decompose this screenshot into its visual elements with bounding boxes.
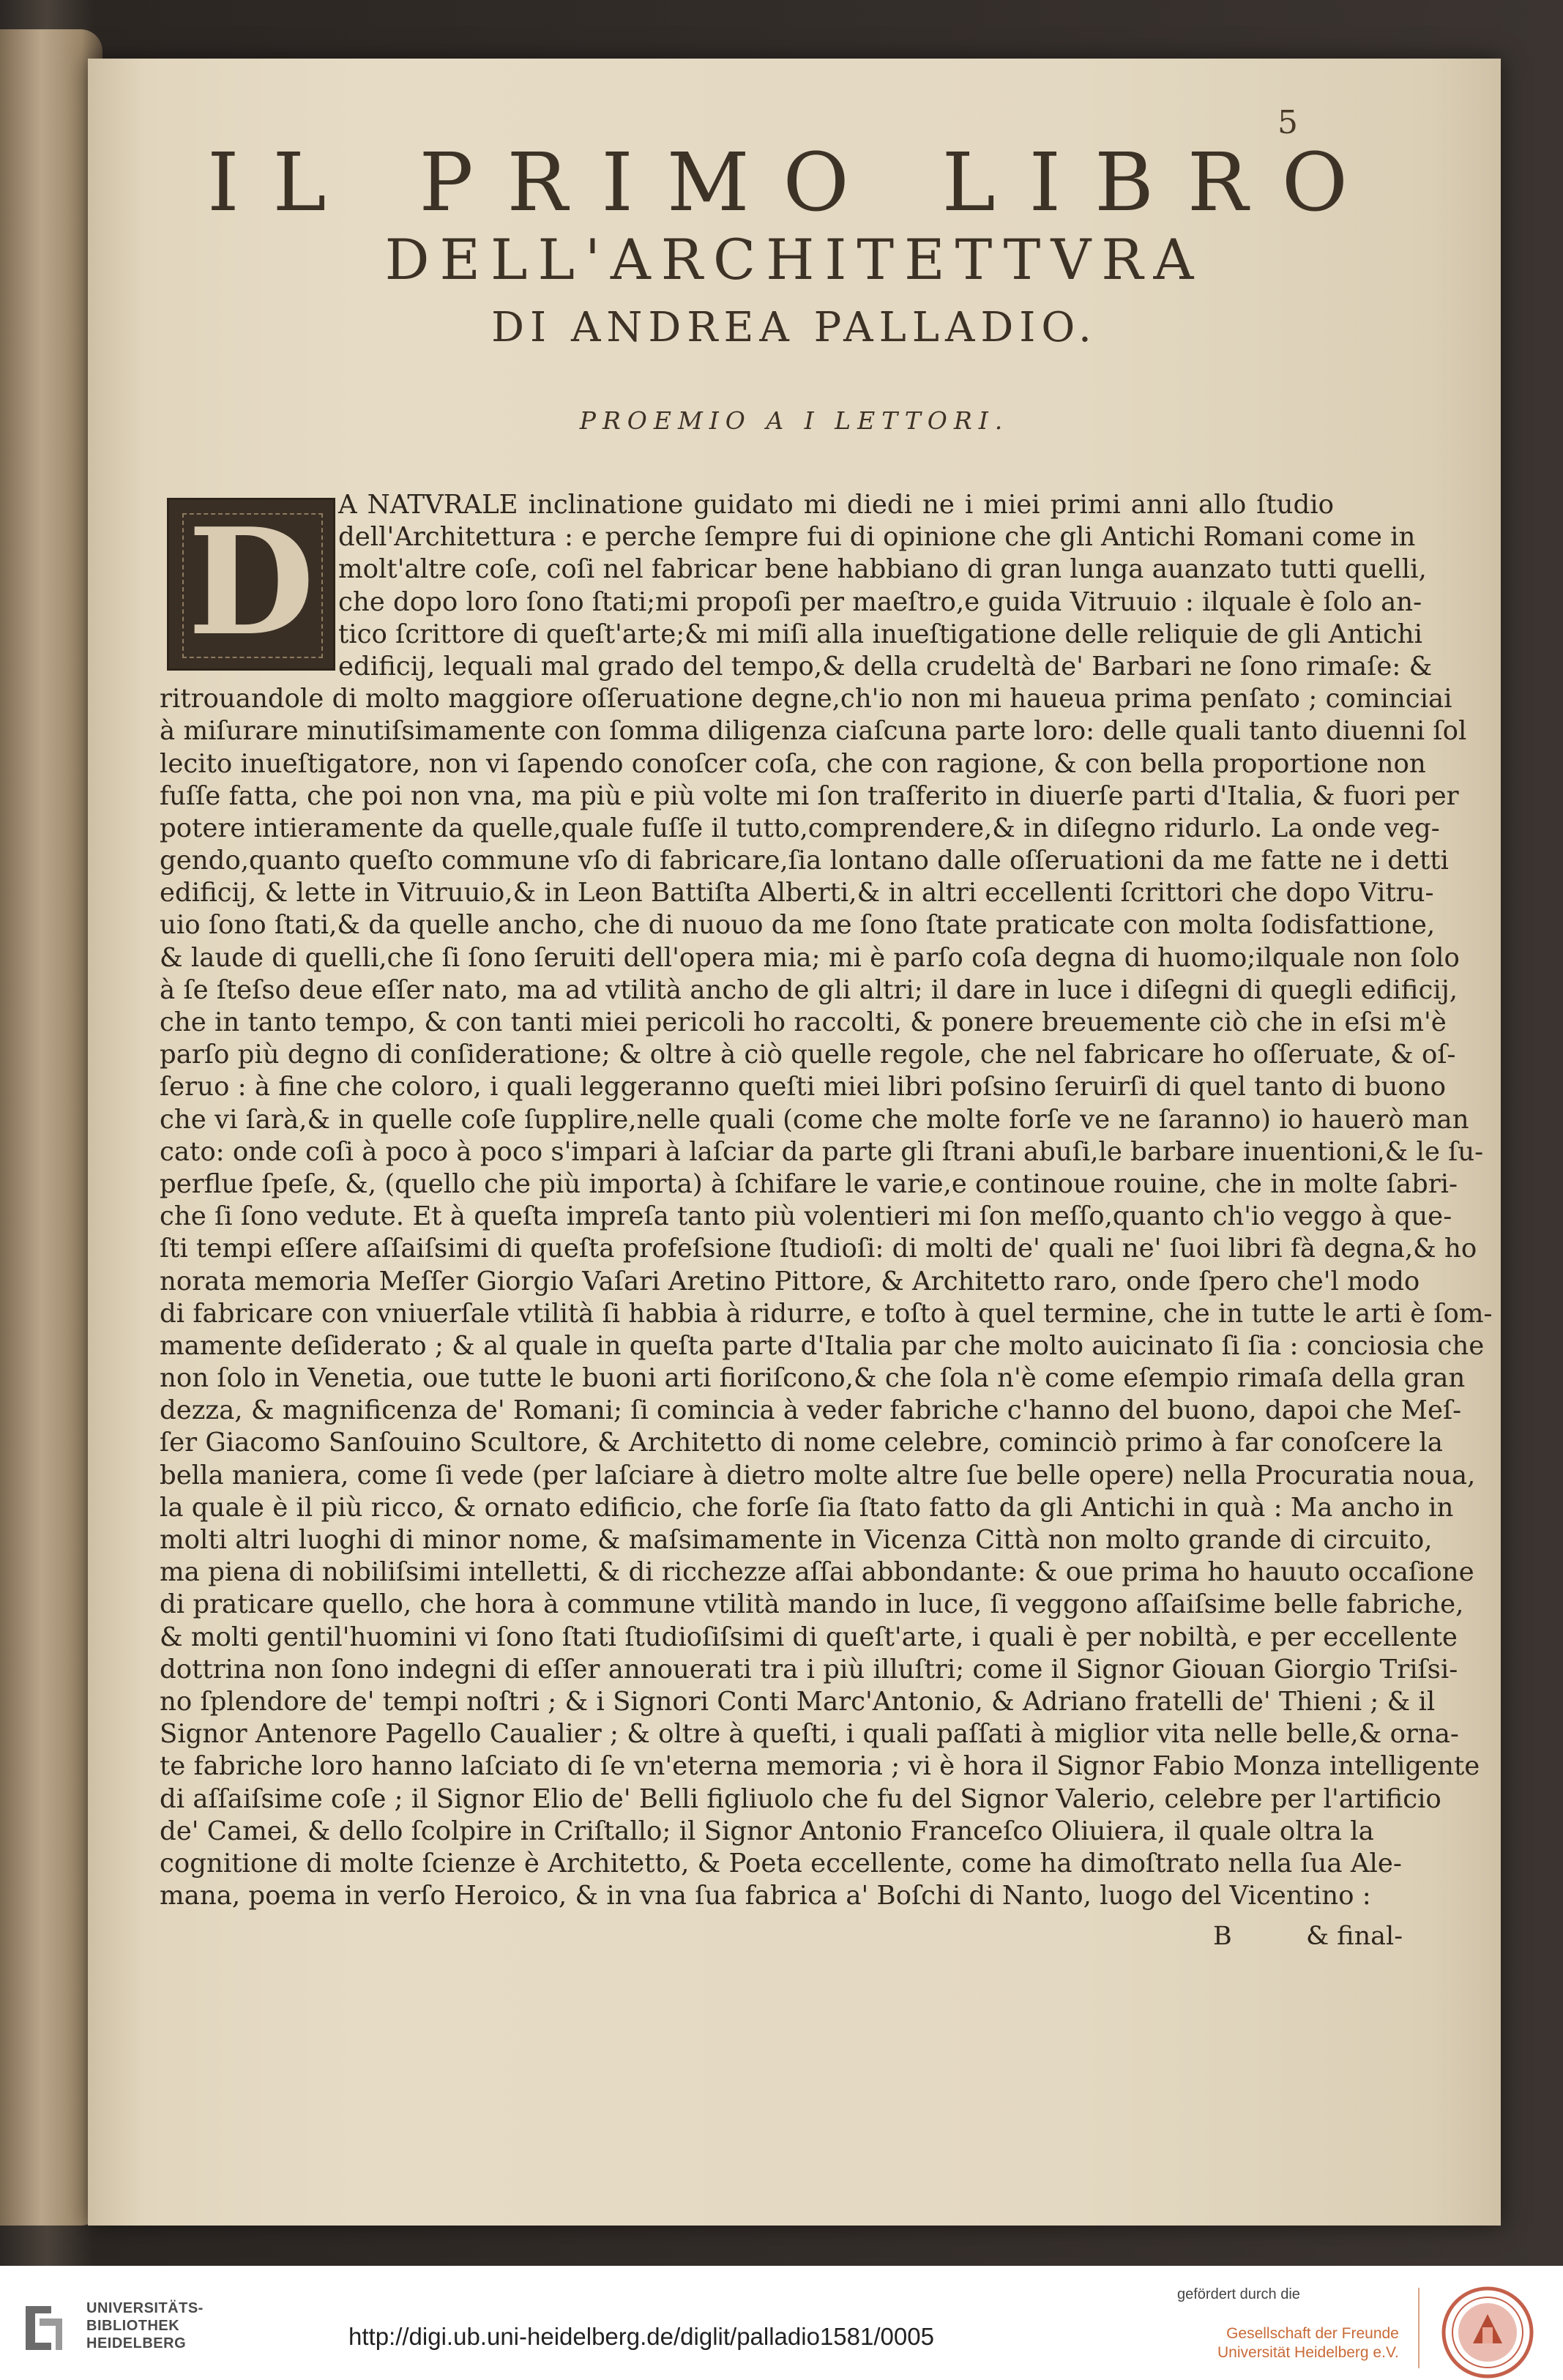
sponsor-name [1217,2324,1399,2362]
text-line: mana, poema in verſo Heroico, & in vna ſua fabrica a' Boſchi di Nanto, luogo del Vicentino : [160,1881,1371,1911]
university-logo-icon [22,2302,66,2354]
text-line: non ſolo in Venetia, oue tutte le buoni arti fioriſcono,& che ſola n'è come eſempio rimaſa della gran [160,1363,1466,1394]
text-line: de' Camei, & dello ſcolpire in Criſtallo; il Signor Antonio Franceſco Oliuiera, il quale oltra la [160,1816,1374,1846]
footer [0,2266,1563,2380]
text-line: edificij, & lette in Vitruuio,& in Leon Battiſta Alberti,& in altri eccellenti ſcrittori che dopo Vitru- [160,878,1434,909]
catchword: & final- [1306,1922,1403,1951]
page-mark: 5 [1277,104,1298,141]
text-line: edificij, lequali mal grado del tempo,& della crudeltà de' Barbari ne ſono rimaſe: & [338,651,1433,682]
body-text [160,489,1493,1912]
permalink-url[interactable]: http://digi.ub.uni-heidelberg.de/diglit/palladio1581/0005 [348,2323,934,2350]
text-line: Signor Antenore Pagello Caualier ; & oltre à queſti, i quali paſſati à miglior vita nelle belle,& orna- [160,1719,1459,1750]
text-line: potere intieramente da quelle,quale fuſſe il tutto,comprendere,& in diſegno ridurlo. La onde veg- [160,813,1440,843]
text-line: molt'altre coſe, coſi nel fabricar bene habbiano di gran lunga auanzato tutti quelli, [338,554,1427,585]
text-line: bella maniera, come ſi vede (per laſciare à dietro molte altre ſue belle opere) nella Procuratia noua, [160,1460,1476,1491]
sponsor-name-line: Universität Heidelberg e.V. [1217,2344,1399,2361]
text-line: à miſurare minutiſsimamente con ſomma diligenza ciaſcuna parte loro: delle quali tanto diuenni ſol [160,716,1467,747]
left-page-edge [0,29,102,2226]
text-line: A NATVRALE inclinatione guidato mi diedi ne i miei primi anni allo ſtudio [338,490,1334,520]
text-line: fuſſe fatta, che poi non vna, ma più e più volte mi ſon traſferito in diuerſe parti d'Italia, & fuori per [160,780,1459,811]
title-line-2: DELL'ARCHITETTVRA [384,227,1204,292]
text-line: lecito inueſtigatore, non vi ſapendo conoſcer coſa, che con ragione, & con bella proportione non [160,748,1426,779]
text-line: no ſplendore de' tempi noſtri ; & i Signori Conti Marc'Antonio, & Adriano fratelli de' Thieni ; & il [160,1686,1436,1717]
text-line: & molti gentil'huomini vi ſono ſtati ſtudioſiſsimi di queſt'arte, i quali è per nobiltà, e per eccellente [160,1622,1458,1652]
text-line: di fabricare con vniuerſale vtilità ſi habbia à ridurre, e toſto à quel termine, che in tutte le arti è ſom- [160,1298,1493,1329]
title-line-1: IL PRIMO LIBRO [207,135,1381,229]
sponsor-label: gefördert durch die [1177,2286,1300,2302]
text-line: che vi ſarà,& in quelle coſe ſupplire,nelle quali (come che molte forſe ve ne ſaranno) io hauerò man [160,1104,1469,1135]
text-line: cato: onde coſi à poco à poco s'impari à laſciar da parte gli ſtrani abuſi,le barbare inuentioni,& le ſu- [160,1136,1484,1167]
text-line: cognitione di molte ſcienze è Architetto, & Poeta eccellente, come ha dimoſtrato nella ſua Ale- [160,1848,1402,1879]
text-line: te fabriche loro hanno laſciato di ſe vn'eterna memoria ; vi è hora il Signor Fabio Monza intelligente [160,1751,1480,1782]
text-line: che dopo loro ſono ſtati;mi propoſi per maeſtro,e guida Vitruuio : ilquale è ſolo an- [338,586,1422,617]
text-line: dezza, & magnificenza de' Romani; ſi comincia à veder fabriche c'hanno del buono, dapoi che Meſ- [160,1395,1462,1426]
text-line: molti altri luoghi di minor nome, & maſsimamente in Vicenza Città non molto grande di circuito, [160,1525,1433,1555]
text-line: perflue ſpeſe, &, (quello che più importa) à ſchifare le varie,e continoue rouine, che in molte ſabri- [160,1168,1458,1199]
library-name-line: UNIVERSITÄTS- [86,2300,204,2316]
text-line: di praticare quello, che hora à commune vtilità mando in luce, ſi veggono aſſaiſsime belle fabriche, [160,1589,1464,1620]
text-line: tico ſcrittore di queſt'arte;& mi miſi alla inueſtigatione delle reliquie de gli Antichi [338,619,1422,649]
text-line: gendo,quanto queſto commune vſo di fabricare,ſia lontano dalle oſſeruationi da me fatte ne i detti [160,846,1449,876]
initial-letter: D [187,496,315,668]
text-line: dottrina non ſono indegni di eſſer annouerati tra i più illuſtri; come il Signor Giouan Giorgio Triſsi- [160,1654,1458,1685]
text-line: ſti tempi eſſere aſſaiſsimi di queſta profeſsione ſtudioſi: di molti de' quali ne' ſuoi libri fà degna,& ho [160,1234,1477,1264]
text-line: à ſe ſteſso deue eſſer nato, ma ad vtilità ancho de gli altri; il dare in luce i diſegni di quegli edificij, [160,974,1458,1005]
text-line: ſer Giacomo Sanſouino Scultore, & Architetto di nome celebre, cominciò primo à far conoſcere la [160,1428,1443,1458]
signature-mark: B [1213,1922,1232,1951]
catchword-row [88,1922,1501,1954]
footer-divider [1418,2288,1420,2368]
text-line: che ſi ſono vedute. Et à queſta impreſa tanto più volentieri mi ſon meſſo,quanto ch'io veggo à que- [160,1201,1452,1232]
text-line: di aſſaiſsime coſe ; il Signor Elio de' Belli figliuolo che fu del Signor Valerio, celebre per l'artificio [160,1783,1441,1814]
text-line: ma piena di nobiliſsimi intelletti, & di ricchezze aſſai abbondante: & oue prima ho hauuto occaſione [160,1557,1474,1588]
text-line: che in tanto tempo, & con tanti miei pericoli ho raccolti, & ponere breuemente ciò che in eſsi m'è [160,1007,1447,1037]
text-line: parſo più degno di conſideratione; & oltre à ciò quelle regole, che nel fabricare ho oſſeruate, & oſ- [160,1040,1456,1070]
library-name [86,2299,204,2352]
text-line: & laude di quelli,che ſi ſono ſeruiti dell'opera mia; mi è parſo coſa degna di huomo;ilquale non ſolo [160,942,1460,973]
text-line: mamente deſiderato ; & al quale in queſta parte d'Italia par che molto auicinato ſi ſia : conciosia che [160,1330,1485,1361]
sponsor-name-line: Gesellschaft der Freunde [1226,2325,1399,2342]
text-line: la quale è il più ricco, & ornato edificio, che forſe ſia ſtato fatto da gli Antichi in quà : Ma ancho in [160,1492,1454,1523]
library-name-line: BIBLIOTHEK [86,2318,180,2334]
university-seal-icon [1440,2285,1535,2380]
text-line: uio ſono ſtati,& da quelle ancho, che di nuouo da me ſono ſtate praticate con molta ſodisfattione, [160,910,1436,941]
text-line: dell'Architettura : e perche ſempre fui di opinione che gli Antichi Romani come in [338,522,1416,553]
text-line: ritrouandole di molto maggiore oſſeruatione degne,ch'io non mi haueua prima penſato ; cominciai [160,684,1452,715]
section-heading: PROEMIO A I LETTORI. [579,406,1010,435]
text-line: ſeruo : à fine che coloro, i quali leggeranno queſti miei libri poſsino ſeruirſi di quel tanto di buono [160,1072,1446,1103]
title-line-3: DI ANDREA PALLADIO. [491,304,1097,351]
library-name-line: HEIDELBERG [86,2335,187,2351]
text-line: norata memoria Meſſer Giorgio Vaſari Aretino Pittore, & Architetto raro, onde ſpero che'l modo [160,1266,1420,1297]
